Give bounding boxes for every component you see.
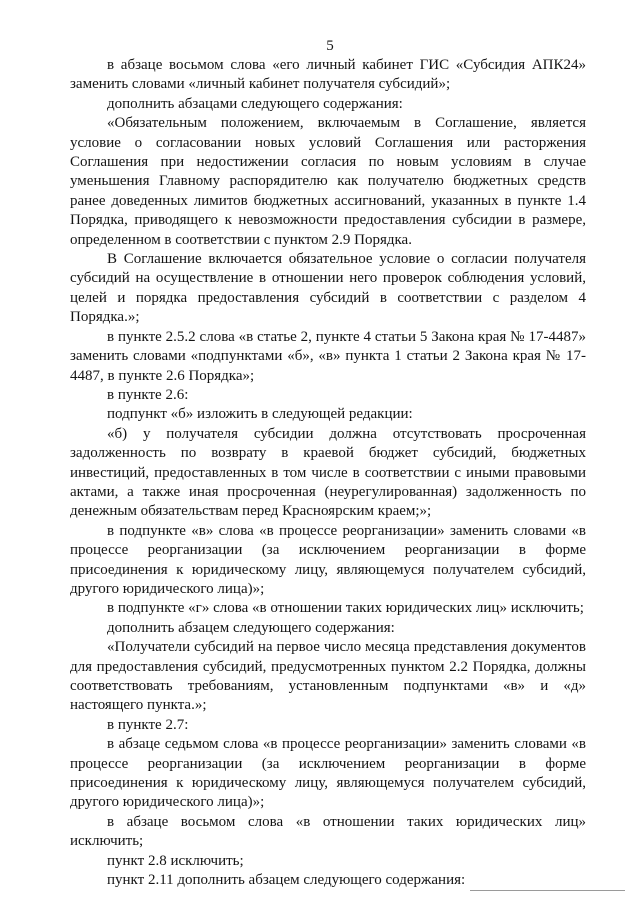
paragraph: в подпункте «г» слова «в отношении таких юридических лиц» исключить;	[107, 600, 584, 617]
page-number: 5	[326, 38, 334, 54]
paragraph: в пункте 2.7:	[107, 716, 189, 733]
paragraph: в абзаце седьмом слова «в процессе реорганизации» заменить словами «в процессе реорганизации (за исключением реорганизации в форме присоединения к юридическому лицу, являющемуся получателем субсидий, другого юридического лица)»;	[70, 736, 586, 811]
paragraph: «б) у получателя субсидии должна отсутствовать просроченная задолженность по возврату в краевой бюджет субсидий, бюджетных инвестиций, предоставленных в том числе в соответствии с иными правовыми актами, а также иная просроченная (неурегулированная) задолженность по денежным обязательствам перед Красноярским краем;»;	[70, 425, 586, 520]
paragraph: «Получатели субсидий на первое число месяца представления документов для предоставления субсидий, предусмотренных пунктом 2.2 Порядка, должны соответствовать требованиям, установленным подпунктами «в» и «д» настоящего пункта.»;	[70, 639, 586, 714]
paragraph: в пункте 2.6:	[107, 386, 189, 403]
paragraph: «Обязательным положением, включаемым в Соглашение, является условие о согласовании новых условий Соглашения или расторжения Соглашения при недостижении согласия по новым условиям в случае уменьшения Главному распорядителю как получателю бюджетных средств ранее доведенных лимитов бюджетных ассигнований, указанных в пункте 1.4 Порядка, приводящего к невозможности предоставления субсидии в размере, определенном в соответствии с пунктом 2.9 Порядка.	[70, 115, 586, 248]
document-body	[70, 56, 586, 890]
bottom-rule	[470, 890, 625, 891]
paragraph: подпункт «б» изложить в следующей редакции:	[107, 406, 413, 423]
paragraph: в пункте 2.5.2 слова «в статье 2, пункте 4 статьи 5 Закона края № 17-4487» заменить словами «подпунктами «б», «в» пункта 1 статьи 2 Закона края № 17-4487, в пункте 2.6 Порядка»;	[70, 328, 586, 384]
paragraph: пункт 2.8 исключить;	[107, 852, 244, 869]
paragraph: дополнить абзацем следующего содержания:	[107, 619, 395, 636]
paragraph: в абзаце восьмом слова «его личный кабинет ГИС «Субсидия АПК24» заменить словами «личный кабинет получателя субсидий»;	[70, 57, 586, 93]
paragraph: пункт 2.11 дополнить абзацем следующего содержания:	[107, 872, 466, 889]
paragraph: в подпункте «в» слова «в процессе реорганизации» заменить словами «в процессе реорганизации (за исключением реорганизации в форме присоединения к юридическому лицу, являющемуся получателем субсидий, другого юридического лица)»;	[70, 522, 586, 597]
paragraph: в абзаце восьмом слова «в отношении таких юридических лиц» исключить;	[70, 813, 586, 850]
paragraph: В Соглашение включается обязательное условие о согласии получателя субсидий на осуществление в отношении него проверок соблюдения условий, целей и порядка предоставления субсидий в соответствии с разделом 4 Порядка.»;	[70, 251, 586, 326]
paragraph: дополнить абзацами следующего содержания:	[107, 95, 403, 112]
